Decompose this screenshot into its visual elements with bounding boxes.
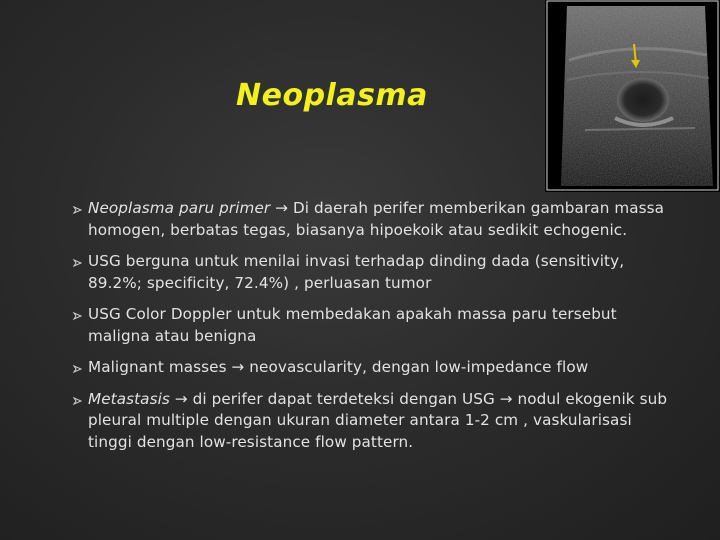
- bullet-item: [76, 304, 676, 347]
- bullet-text: neovascularity, dengan low-impedance flow: [244, 358, 589, 376]
- arrow-glyph: →: [174, 389, 188, 408]
- bullet-arrow-icon: [72, 257, 84, 269]
- bullet-item: [76, 357, 676, 379]
- arrow-glyph: →: [231, 358, 245, 376]
- bullet-text: USG berguna untuk menilai invasi terhadap dinding dada (sensitivity, 89.2%; specificity, 72.4%) , perluasan tumor: [88, 252, 625, 292]
- ultrasound-image: [545, 0, 720, 192]
- bullet-item: [76, 251, 676, 294]
- bullet-arrow-icon: [72, 310, 84, 322]
- bullet-lead: Neoplasma paru primer: [88, 199, 271, 217]
- bullet-arrow-icon: [72, 363, 84, 375]
- bullet-item: [76, 198, 676, 241]
- bullet-item: [76, 389, 676, 454]
- arrow-glyph: →: [275, 199, 289, 217]
- bullet-text: di perifer dapat terdeteksi dengan USG → nodul ekogenik sub pleural multiple dengan ukuran diameter antara 1-2 cm , vaskularisasi tinggi dengan low-resistance flow pattern.: [88, 389, 668, 451]
- bullet-arrow-icon: [72, 395, 84, 407]
- bullet-text: Di daerah perifer memberikan gambaran massa homogen, berbatas tegas, biasanya hipoekoik atau sedikit echogenic.: [88, 199, 665, 239]
- bullet-text: USG Color Doppler untuk membedakan apakah massa paru tersebut maligna atau benigna: [88, 305, 617, 345]
- bullet-list: [76, 198, 676, 463]
- bullet-arrow-icon: [72, 204, 84, 216]
- bullet-lead: Malignant masses: [88, 358, 232, 376]
- bullet-lead: Metastasis: [88, 389, 175, 408]
- slide-title: Neoplasma: [236, 78, 428, 113]
